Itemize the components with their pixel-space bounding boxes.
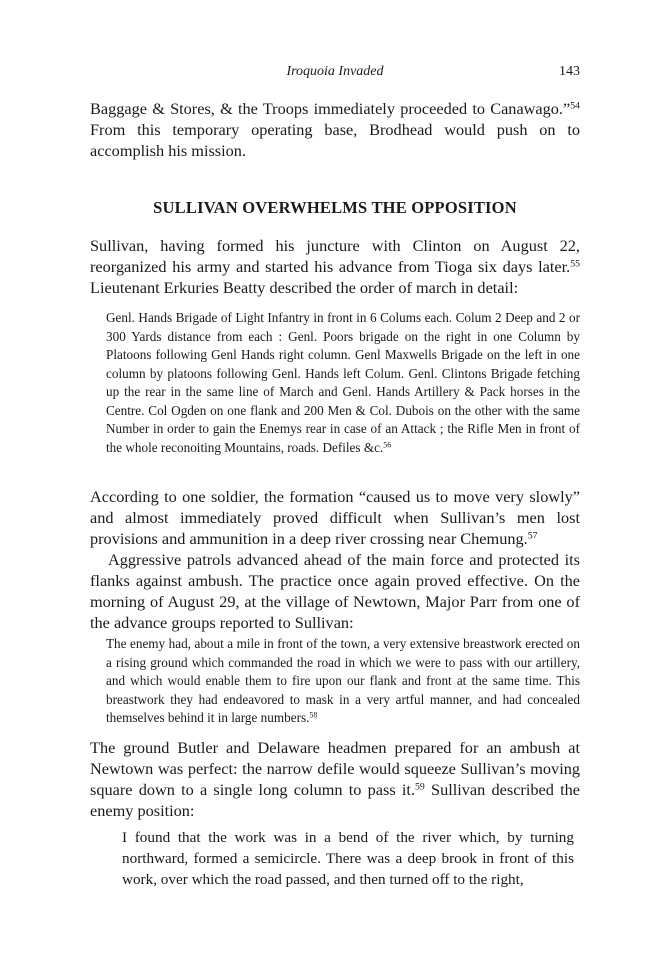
footnote-ref: 57 [527,530,538,542]
paragraph-text: Baggage & Stores, & the Troops immediately proceeded to Canawago.” [90,99,571,118]
running-head [90,64,580,84]
paragraph-1 [90,98,580,161]
running-title: Iroquoia Invaded [286,64,384,79]
paragraph-4 [90,549,580,633]
paragraph-text: Lieutenant Erkuries Beatty described the order of march in detail: [90,278,519,297]
paragraph-text: The ground Butler and Delaware headmen prepared for an ambush at Newtown was perfect: the narrow defile would squeeze Sullivan’s moving square down to a single long column to pass it. [90,738,580,799]
block-quote-2 [106,635,580,728]
footnote-ref: 54 [570,100,580,112]
page-number: 143 [559,64,580,79]
footnote-ref: 55 [570,258,580,270]
footnote-ref: 59 [415,781,425,793]
quote-text: Genl. Hands Brigade of Light Infantry in front in 6 Colums each. Colum 2 Deep and 2 or 300 Yards distance from each : Genl. Poors brigade on the right in one Column by Platoons following Genl Hands right column. Genl Maxwells Brigade on the left in one column by platoons following Genl. Hands left Colum. Genl. Clintons Brigade fetching up the rear in the same line of March and Genl. Hands Artillery & Pack horses in the Centre. Col Ogden on one flank and 200 Men & Col. Dubois on the other with the same Number in order to gain the Enemys rear in case of an Attack ; the Rifle Men in front of the whole reconoiting Mountains, roads. Defiles &c. [106,310,580,455]
book-page [90,0,580,975]
quote-text: I found that the work was in a bend of the river which, by turning northward, formed a semicircle. There was a deep brook in front of this work, over which the road passed, and then turned off to the right, [122,829,574,888]
paragraph-text: Aggressive patrols advanced ahead of the main force and protected its flanks against ambush. The practice once again proved effective. On the morning of August 29, at the village of Newtown, Major Parr from one of the advance groups reported to Sullivan: [90,550,580,632]
paragraph-text: From this temporary operating base, Brodhead would push on to accomplish his mission. [90,120,580,160]
block-quote-1 [106,309,580,457]
block-quote-3 [122,827,574,890]
paragraph-2 [90,235,580,298]
footnote-ref: 56 [383,440,392,450]
paragraph-text: Sullivan described the enemy position: [90,780,580,820]
paragraph-text: According to one soldier, the formation “caused us to move very slowly” and almost immediately proved difficult when Sullivan’s men lost provisions and ammunition in a deep river crossing near Chemung. [90,487,580,548]
paragraph-5 [90,737,580,821]
paragraph-text: Sullivan, having formed his juncture with Clinton on August 22, reorganized his army and started his advance from Tioga six days later. [90,236,580,276]
paragraph-3 [90,486,580,549]
quote-text: The enemy had, about a mile in front of the town, a very extensive breastwork erected on a rising ground which commanded the road in which we were to pass with our artillery, and which would enable them to fire upon our flank and front at the same time. This breastwork they had endeavored to mask in a very artful manner, and had concealed themselves behind it in large numbers. [106,636,580,725]
footnote-ref: 58 [309,710,318,720]
section-heading: SULLIVAN OVERWHELMS THE OPPOSITION [153,198,517,217]
